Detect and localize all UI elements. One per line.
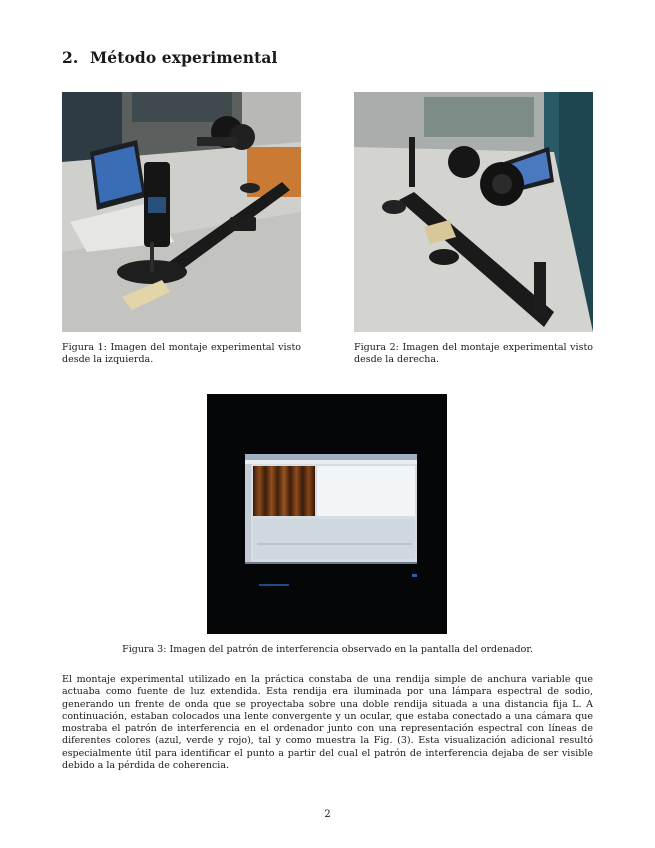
figure-2-caption: Figura 2: Imagen del montaje experimental visto desde la derecha. (354, 342, 593, 365)
section-number: 2. (62, 48, 79, 67)
body-paragraph: El montaje experimental utilizado en la práctica constaba de una rendija simple de anchura variable que actuaba como fuente de luz extendida. Esta rendija era iluminada por una lámpara espectral de sodio, generando un frente de onda que se proyectaba sobre una doble rendija situada a una distancia fija L. A continuación, estaban colocados una lente convergente y un ocular, que estaba conectado a una cámara que mostraba el patrón de interferencia en el ordenador junto con una representación espectral con líneas de diferentes colores (azul, verde y rojo), tal y como muestra la Fig. (3). Esta visualización adicional resultó especialmente útil para identificar el punto a partir del cual el patrón de interferencia dejaba de ser visible debido a la pérdida de coherencia. (62, 674, 593, 772)
figure-2-photo (354, 92, 593, 332)
figure-3-photo (207, 394, 447, 634)
figure-3-caption: Figura 3: Imagen del patrón de interferencia observado en la pantalla del ordenador. (122, 644, 533, 655)
figure-1-caption: Figura 1: Imagen del montaje experimental visto desde la izquierda. (62, 342, 301, 365)
page-number: 2 (324, 809, 331, 820)
section-title: Método experimental (90, 48, 278, 67)
section-heading (62, 48, 277, 67)
figure-1-photo (62, 92, 301, 332)
